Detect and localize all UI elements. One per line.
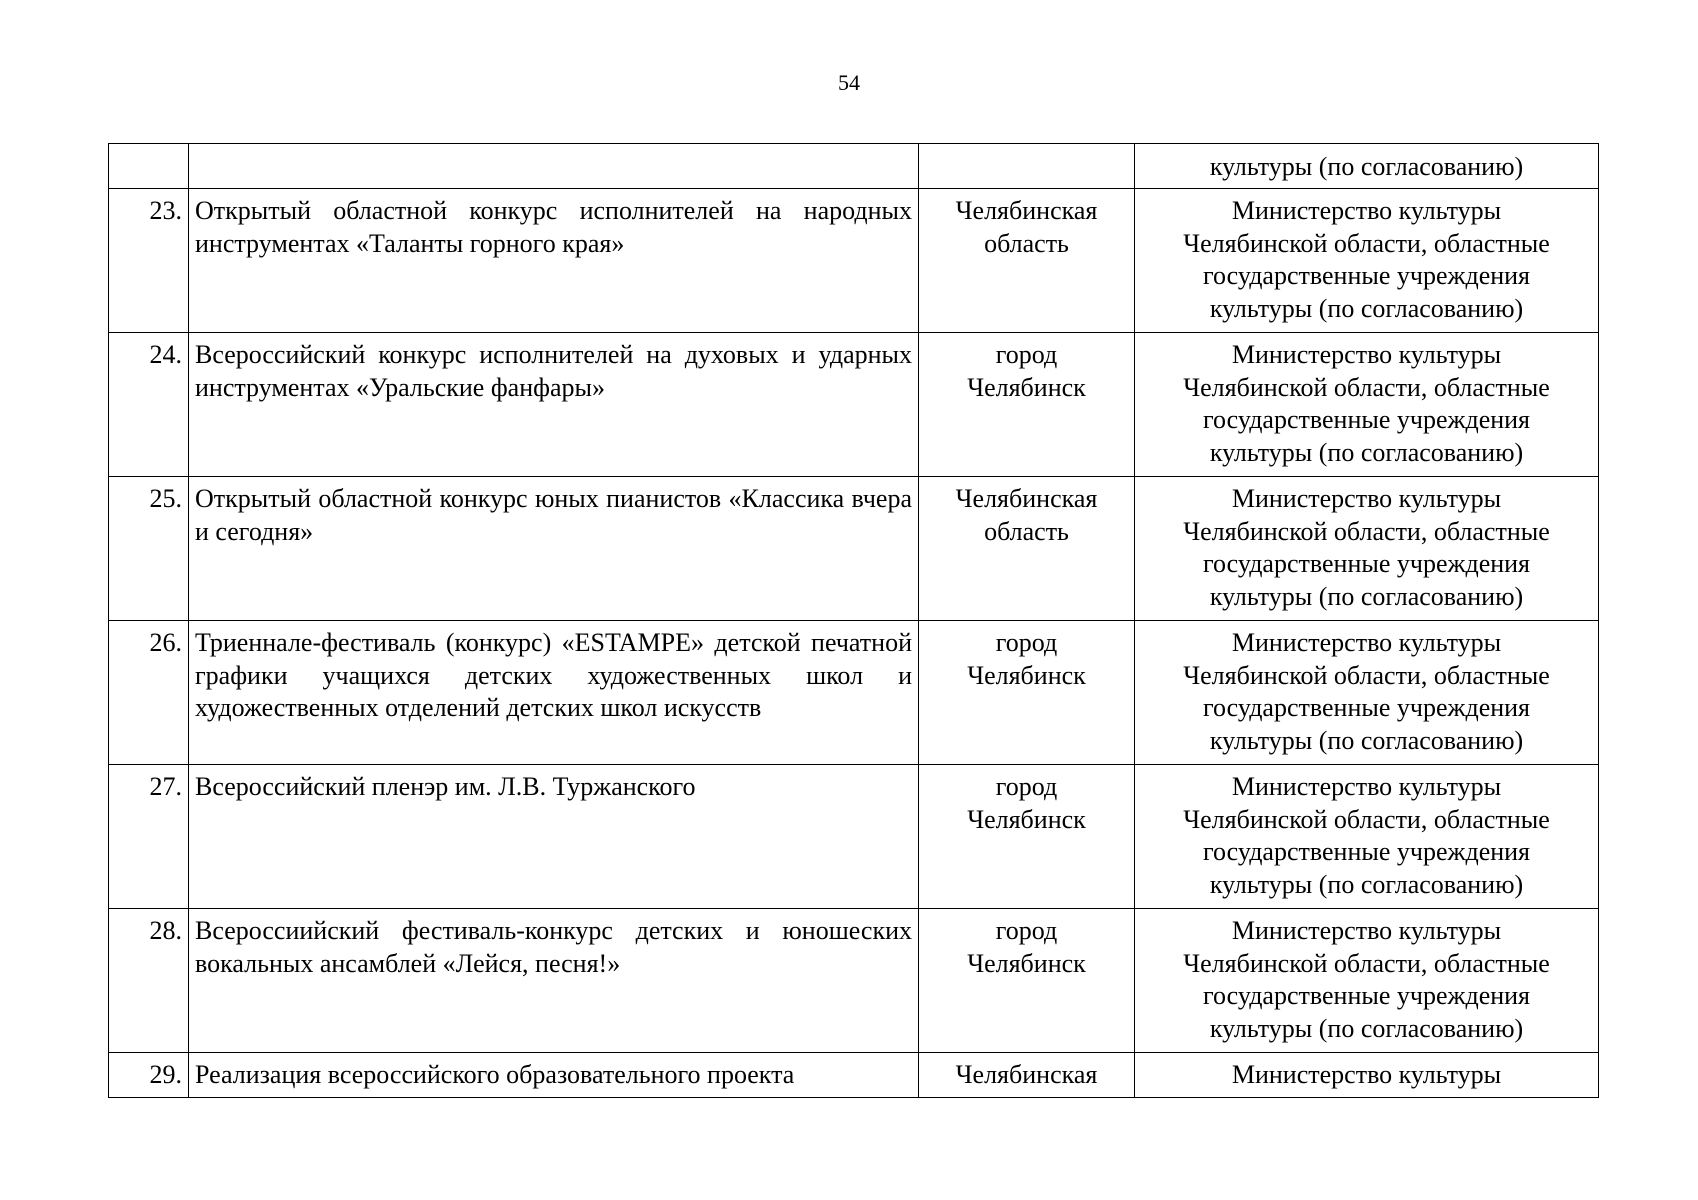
place-line: город — [995, 916, 1058, 945]
cell-number: 23. — [109, 189, 189, 333]
table-row — [109, 189, 1599, 333]
organizer-line: Челябинской области, областные — [1183, 804, 1550, 834]
organizer-line: государственные учреждения — [1202, 549, 1531, 578]
cell-organizer — [1135, 765, 1599, 909]
cell-organizer — [1135, 909, 1599, 1053]
cell-number: 27. — [109, 765, 189, 909]
organizer-line: Министерство культуры — [1231, 1060, 1502, 1089]
cell-organizer — [1135, 144, 1599, 189]
cell-number: 26. — [109, 621, 189, 765]
cell-place — [919, 144, 1135, 189]
cell-organizer — [1135, 477, 1599, 621]
cell-organizer — [1135, 333, 1599, 477]
page-number: 54 — [838, 70, 860, 95]
place-line: Челябинская — [955, 196, 1098, 225]
events-table — [108, 143, 1599, 1098]
table-row — [109, 1053, 1599, 1098]
organizer-line: Челябинской области, областные — [1183, 372, 1550, 402]
table-row — [109, 333, 1599, 477]
organizer-line: Министерство культуры — [1231, 916, 1502, 945]
organizer-line: Челябинской области, областные — [1183, 516, 1550, 546]
place-line: Челябинская — [955, 484, 1098, 513]
organizer-line: государственные учреждения — [1202, 981, 1531, 1010]
table-row — [109, 621, 1599, 765]
place-line: город — [995, 340, 1058, 369]
organizer-line: культуры (по согласованию) — [1209, 581, 1524, 611]
organizer-line: Министерство культуры — [1231, 772, 1502, 801]
place-line: Челябинск — [967, 660, 1086, 690]
organizer-line: культуры (по согласованию) — [1209, 293, 1524, 323]
place-line: Челябинск — [967, 804, 1086, 834]
cell-event-title: Всероссиийский фестиваль-конкурс детских и юношеских вокальных ансамблей «Лейся, песня!» — [189, 909, 919, 1053]
cell-organizer — [1135, 1053, 1599, 1098]
place-line: область — [984, 228, 1069, 258]
organizer-line: Министерство культуры — [1231, 628, 1502, 657]
cell-place — [919, 765, 1135, 909]
cell-event-title: Открытый областной конкурс исполнителей на народных инструментах «Таланты горного края» — [189, 189, 919, 333]
cell-place — [919, 477, 1135, 621]
organizer-line: государственные учреждения — [1202, 261, 1531, 290]
organizer-line: Челябинской области, областные — [1183, 228, 1550, 258]
cell-event-title: Всероссийский пленэр им. Л.В. Туржанского — [189, 765, 919, 909]
cell-organizer — [1135, 189, 1599, 333]
organizer-line: Министерство культуры — [1231, 484, 1502, 513]
organizer-line: Министерство культуры — [1231, 340, 1502, 369]
organizer-line: культуры (по согласованию) — [1209, 152, 1524, 181]
cell-place — [919, 909, 1135, 1053]
cell-number: 25. — [109, 477, 189, 621]
organizer-line: культуры (по согласованию) — [1209, 869, 1524, 899]
cell-event-title: Открытый областной конкурс юных пианистов «Классика вчера и сегодня» — [189, 477, 919, 621]
cell-number: 24. — [109, 333, 189, 477]
cell-number: 29. — [109, 1053, 189, 1098]
cell-place — [919, 621, 1135, 765]
place-line: город — [995, 628, 1058, 657]
place-line: Челябинск — [967, 372, 1086, 402]
place-line: Челябинская — [955, 1060, 1098, 1089]
cell-place — [919, 1053, 1135, 1098]
place-line: область — [984, 516, 1069, 546]
organizer-line: Челябинской области, областные — [1183, 948, 1550, 978]
table-row — [109, 909, 1599, 1053]
organizer-line: Челябинской области, областные — [1183, 660, 1550, 690]
table-row-continuation — [109, 144, 1599, 189]
organizer-line: государственные учреждения — [1202, 837, 1531, 866]
cell-number — [109, 144, 189, 189]
cell-place — [919, 333, 1135, 477]
cell-organizer — [1135, 621, 1599, 765]
organizer-line: культуры (по согласованию) — [1209, 725, 1524, 755]
table-row — [109, 477, 1599, 621]
organizer-line: государственные учреждения — [1202, 693, 1531, 722]
organizer-line: культуры (по согласованию) — [1209, 1013, 1524, 1043]
organizer-line: государственные учреждения — [1202, 405, 1531, 434]
cell-event-title: Всероссийский конкурс исполнителей на духовых и ударных инструментах «Уральские фанфары» — [189, 333, 919, 477]
place-line: Челябинск — [967, 948, 1086, 978]
table-row — [109, 765, 1599, 909]
place-line: город — [995, 772, 1058, 801]
organizer-line: культуры (по согласованию) — [1209, 437, 1524, 467]
cell-event-title: Реализация всероссийского образовательного проекта — [189, 1053, 919, 1098]
cell-event-title: Триеннале-фестиваль (конкурс) «ESTAMPE» детской печатной графики учащихся детских художественных школ и художественных отделений детских школ искусств — [189, 621, 919, 765]
cell-place — [919, 189, 1135, 333]
cell-event-title — [189, 144, 919, 189]
organizer-line: Министерство культуры — [1231, 196, 1502, 225]
cell-number: 28. — [109, 909, 189, 1053]
